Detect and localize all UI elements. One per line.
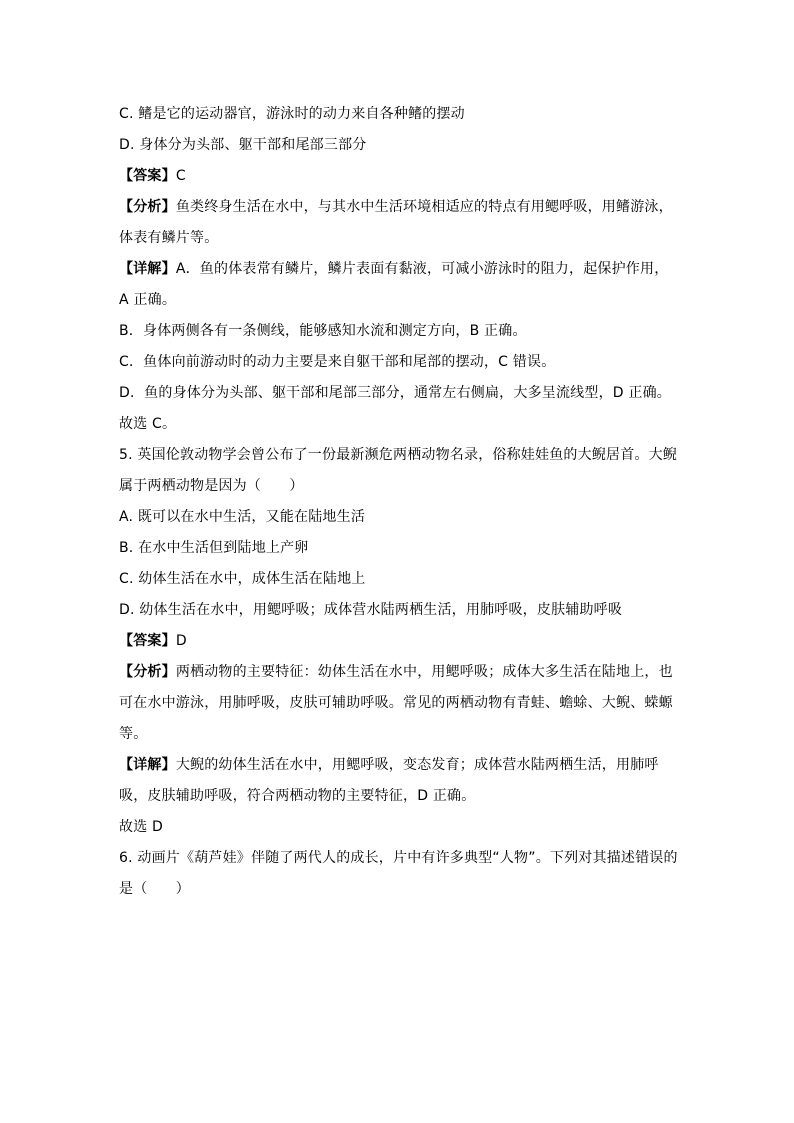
line-text: C．鱼体向前游动时的动力主要是来自躯干部和尾部的摆动，C 错误。 bbox=[119, 354, 556, 370]
line-text: B．身体两侧各有一条侧线，能够感知水流和测定方向，B 正确。 bbox=[119, 323, 527, 339]
line-text: 吸，皮肤辅助呼吸，符合两栖动物的主要特征，D 正确。 bbox=[119, 788, 476, 804]
text-line bbox=[119, 781, 679, 812]
line-text: C bbox=[175, 168, 186, 184]
line-text: D. 身体分为头部、躯干部和尾部三部分 bbox=[119, 137, 367, 153]
line-text: D. 幼体生活在水中，用鳃呼吸；成体营水陆两栖生活，用肺呼吸，皮肤辅助呼吸 bbox=[119, 602, 623, 618]
line-tag: 【答案】 bbox=[119, 633, 176, 649]
line-text: D bbox=[175, 633, 187, 649]
line-text: C. 幼体生活在水中，成体生活在陆地上 bbox=[119, 571, 366, 587]
text-line bbox=[119, 502, 679, 533]
line-text: 可在水中游泳，用肺呼吸，皮肤可辅助呼吸。常见的两栖动物有青蛙、蟾蜍、大鲵、蝾螈 bbox=[119, 695, 673, 711]
line-text: A．鱼的体表常有鳞片，鳞片表面有黏液，可减小游泳时的阻力，起保护作用， bbox=[175, 261, 669, 277]
line-tag: 【分析】 bbox=[119, 664, 176, 680]
text-line bbox=[119, 409, 679, 440]
line-text: 鱼类终身生活在水中，与其水中生活环境相适应的特点有用鳃呼吸，用鳍游泳， bbox=[175, 199, 673, 215]
line-tag: 【分析】 bbox=[119, 199, 176, 215]
line-text: A. 既可以在水中生活，又能在陆地生活 bbox=[119, 509, 366, 525]
text-line bbox=[119, 874, 679, 905]
text-line bbox=[119, 347, 679, 378]
text-line bbox=[119, 161, 679, 192]
line-text: 5. 英国伦敦动物学会曾公布了一份最新濒危两栖动物名录，俗称娃娃鱼的大鲵居首。大鲵 bbox=[119, 447, 678, 463]
text-line bbox=[119, 130, 679, 161]
text-line bbox=[119, 564, 679, 595]
text-line bbox=[119, 657, 679, 688]
line-text: 属于两栖动物是因为（ ） bbox=[119, 478, 304, 494]
line-text: 两栖动物的主要特征：幼体生活在水中，用鳃呼吸；成体大多生活在陆地上，也 bbox=[175, 664, 673, 680]
line-text: 大鲵的幼体生活在水中，用鳃呼吸，变态发育；成体营水陆两栖生活，用肺呼 bbox=[175, 757, 659, 773]
text-line bbox=[119, 719, 679, 750]
line-tag: 【详解】 bbox=[119, 757, 176, 773]
text-line bbox=[119, 223, 679, 254]
line-text: 等。 bbox=[119, 726, 148, 742]
text-line bbox=[119, 254, 679, 285]
line-text: 体表有鳞片等。 bbox=[119, 230, 219, 246]
line-tag: 【详解】 bbox=[119, 261, 176, 277]
text-line bbox=[119, 812, 679, 843]
document-body bbox=[119, 99, 679, 905]
line-text: 故选 C。 bbox=[119, 416, 177, 432]
line-text: D．鱼的身体分为头部、躯干部和尾部三部分，通常左右侧扁，大多呈流线型，D 正确。 bbox=[119, 385, 672, 401]
text-line bbox=[119, 750, 679, 781]
text-line bbox=[119, 595, 679, 626]
line-text: 是（ ） bbox=[119, 881, 190, 897]
text-line bbox=[119, 378, 679, 409]
line-text: B. 在水中生活但到陆地上产卵 bbox=[119, 540, 309, 556]
text-line bbox=[119, 471, 679, 502]
text-line bbox=[119, 440, 679, 471]
text-line bbox=[119, 316, 679, 347]
line-text: C. 鳍是它的运动器官，游泳时的动力来自各种鳍的摆动 bbox=[119, 106, 465, 122]
line-text: 故选 D bbox=[119, 819, 164, 835]
text-line bbox=[119, 533, 679, 564]
line-tag: 【答案】 bbox=[119, 168, 176, 184]
text-line bbox=[119, 285, 679, 316]
text-line bbox=[119, 99, 679, 130]
text-line bbox=[119, 626, 679, 657]
text-line bbox=[119, 192, 679, 223]
text-line bbox=[119, 843, 679, 874]
line-text: A 正确。 bbox=[119, 292, 177, 308]
text-line bbox=[119, 688, 679, 719]
line-text: 6. 动画片《葫芦娃》伴随了两代人的成长，片中有许多典型“人物”。下列对其描述错误的 bbox=[119, 850, 678, 866]
